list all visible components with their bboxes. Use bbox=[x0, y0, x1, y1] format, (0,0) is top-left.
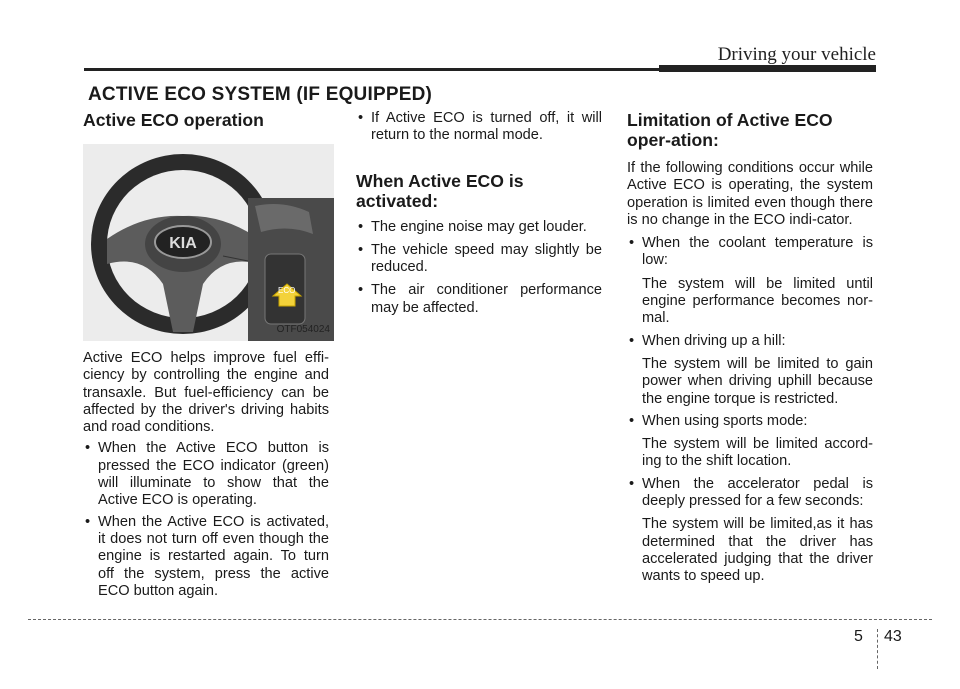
operation-paragraph: Active ECO helps improve fuel effi-ciency by controlling the engine and transaxle. But fuel-efficiency can be affected by the driver's driving habits and road conditions. bbox=[83, 350, 329, 436]
limitation-intro: If the following conditions occur while Active ECO is operating, the system operation is limited even though there is no change in the ECO indi-cator. bbox=[627, 160, 873, 228]
limitation-heading: Limitation of Active ECO oper-ation: bbox=[627, 110, 833, 150]
activated-bullet: • The engine noise may get louder. bbox=[356, 219, 602, 236]
column-middle bbox=[356, 110, 602, 317]
section-title: ACTIVE ECO SYSTEM (IF EQUIPPED) bbox=[88, 84, 433, 105]
column-right bbox=[627, 110, 873, 586]
limitation-detail: The system will be limited accord-ing to the shift location. bbox=[642, 436, 873, 470]
limitation-item bbox=[627, 413, 873, 430]
limitation-item bbox=[627, 333, 873, 350]
limitation-condition: • When the accelerator pedal is deeply pressed for a few seconds: bbox=[642, 475, 873, 510]
limitation-detail: The system will be limited until engine performance becomes nor-mal. bbox=[642, 275, 873, 327]
turnoff-bullet-list bbox=[356, 110, 602, 145]
operation-bullet: • When the Active ECO is activated, it does not turn off even though the engine is restarted again. To turn off the system, press the active ECO button again. bbox=[83, 514, 329, 600]
eco-button-label: ECO bbox=[278, 286, 296, 295]
limitation-item bbox=[627, 235, 873, 270]
page-number: 43 bbox=[884, 628, 902, 645]
activated-bullet: • The air conditioner performance may be affected. bbox=[356, 282, 602, 317]
header-rule bbox=[84, 68, 659, 71]
limitation-condition: • When the coolant temperature is low: bbox=[642, 235, 873, 269]
operation-heading: Active ECO operation bbox=[83, 110, 264, 130]
limitation-list bbox=[627, 235, 873, 585]
figure-code: OTF054024 bbox=[276, 323, 330, 335]
svg-text:KIA: KIA bbox=[169, 235, 197, 252]
limitation-detail: The system will be limited,as it has determined that the driver has accelerated judging that the driver wants to speed up. bbox=[642, 516, 873, 585]
turnoff-bullet: • If Active ECO is turned off, it will return to the normal mode. bbox=[356, 110, 602, 145]
steering-wheel-illustration bbox=[83, 144, 334, 341]
column-left bbox=[83, 110, 329, 600]
footer-rule bbox=[28, 619, 932, 620]
activated-bullet-list bbox=[356, 219, 602, 317]
activated-heading: When Active ECO is activated: bbox=[356, 170, 524, 211]
header-rule-accent bbox=[659, 65, 876, 72]
steering-wheel-figure bbox=[83, 144, 334, 341]
operation-bullet: • When the Active ECO button is pressed the ECO indicator (green) will illuminate to show that the Active ECO is operating. bbox=[83, 440, 329, 509]
footer-divider bbox=[877, 629, 878, 669]
activated-bullet: • The vehicle speed may slightly be reduced. bbox=[356, 242, 602, 277]
operation-bullet-list bbox=[83, 440, 329, 600]
limitation-detail: The system will be limited to gain power when driving uphill because the engine torque is restricted. bbox=[642, 355, 873, 407]
chapter-title: Driving your vehicle bbox=[717, 44, 876, 65]
section-number: 5 bbox=[854, 628, 863, 645]
limitation-item bbox=[627, 476, 873, 511]
limitation-condition: • When using sports mode: bbox=[642, 412, 808, 429]
limitation-condition: • When driving up a hill: bbox=[642, 332, 786, 349]
